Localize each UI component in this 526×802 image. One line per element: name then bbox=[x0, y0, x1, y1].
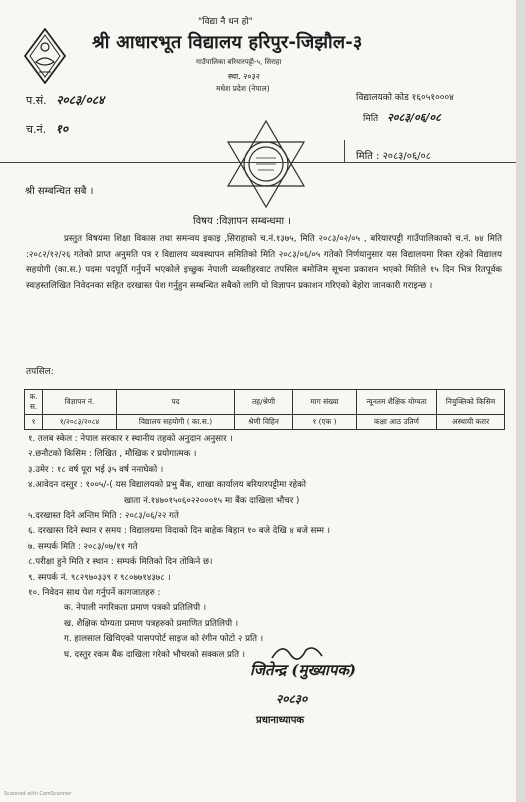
page-edge bbox=[516, 0, 526, 802]
list-item: २.छनौटको किसिम : लिखित , मौखिक र प्रयोगात्मक । bbox=[28, 449, 197, 460]
table-cell: १/२०८३/२०८४ bbox=[43, 415, 117, 430]
list-item: ७. सम्पर्क मिति : २०८३/०७/११ गते bbox=[28, 541, 138, 552]
table-cell: अस्थायी करार bbox=[437, 415, 505, 430]
list-item: ग. हालसाल खिचिएको पासपपोर्ट साइज को रंगीन फोटो २ प्रति । bbox=[64, 634, 264, 645]
table-header: तह/श्रेणी bbox=[235, 390, 293, 415]
list-item: ५.दरखास्त दिने अन्तिम मिति : २०८३/०६/२२ गते bbox=[28, 511, 179, 522]
table-cell: १ bbox=[25, 415, 43, 430]
dispatch-number bbox=[26, 120, 68, 137]
principal-title: प्रधानाध्यापक bbox=[256, 715, 305, 726]
conditions-list bbox=[28, 432, 330, 663]
top-date bbox=[363, 110, 441, 125]
nepal-emblem-icon bbox=[24, 28, 66, 84]
table-header: माग संख्या bbox=[293, 390, 357, 415]
subject-line: विषय :विज्ञापन सम्बन्धमा । bbox=[193, 216, 292, 227]
table-header: न्यूनतम शैक्षिक योग्यता bbox=[357, 390, 437, 415]
top-date-value: २०८३/०६/०८ bbox=[387, 111, 441, 124]
table-row bbox=[25, 415, 505, 430]
school-address: गाउँपालिका बरियारपट्टी-५, सिराहा bbox=[196, 58, 282, 66]
motto: "विद्या नै धन हो" bbox=[198, 17, 253, 27]
school-name: श्री आधारभूत विद्यालय हरिपुर-जिझौल-३ bbox=[92, 32, 363, 53]
table-cell: कक्षा आठ उतिर्ण bbox=[357, 415, 437, 430]
table-cell: श्रेणी विहिन bbox=[235, 415, 293, 430]
annex-label: तपसिल: bbox=[26, 367, 54, 377]
signature-date: २०८३० bbox=[276, 692, 308, 706]
list-item: क. नेपाली नगरिकता प्रमाण पत्रको प्रतिलिपी । bbox=[64, 603, 207, 614]
list-item: १०. निवेदन साथ पेश गर्नुपर्ने कागजातहरु : bbox=[28, 588, 161, 599]
list-item: ६. दरखास्त दिने स्थान र समय : विद्यालयमा विदाको दिन बाहेक बिहान १० बजे देखि ४ बजे सम्म । bbox=[28, 526, 331, 537]
table-header: क. स. bbox=[25, 390, 43, 415]
list-item: ९. स्मपर्क नं. ९८२९७०३३९ र ९८०७७१४३७८ । bbox=[28, 572, 171, 583]
camscanner-watermark: Scanned with CamScanner bbox=[4, 791, 72, 797]
signature-name: जितेन्द्र (मुख्यापक) bbox=[250, 661, 356, 679]
top-date-label: मिति bbox=[363, 114, 379, 124]
table-header-row bbox=[25, 390, 505, 415]
date-box-left-border bbox=[344, 140, 345, 162]
list-item: खाता नं.१४७०१५०६०२२०००१५ मा बैंक दाखिला भौचर ) bbox=[124, 495, 300, 506]
letter-date: मिति : २०८३/०६/०८ bbox=[356, 151, 431, 162]
ps-value: २०८३/०८४ bbox=[56, 93, 105, 107]
list-item: ४.आवेदन दस्तुर : १००५/-( यस विद्यालयको प्रभु बैंक, शाखा कार्यालय बरियारपट्टीमा रहेको bbox=[28, 480, 306, 491]
school-code: विद्यालयको कोड १६०५१०००४ bbox=[356, 93, 454, 103]
list-item: ८.परीक्षा हुने मिति र स्थान : सम्पर्क मितिको दिन तोकिने छ। bbox=[28, 557, 213, 568]
school-seal-icon bbox=[220, 118, 312, 210]
table-cell: १ (एक ) bbox=[293, 415, 357, 430]
list-item: ३.उमेर : १८ वर्ष पूरा भई ३५ वर्ष ननाघेको । bbox=[28, 464, 164, 475]
vacancy-table bbox=[24, 389, 505, 430]
list-item: १. तलब स्केल : नेपाल सरकार र स्थानीय तहको अनुदान अनुसार । bbox=[28, 434, 233, 444]
list-item: घ. दस्तुर रकम बैंक दाखिला गरेको भौचरको सक्कल प्रति । bbox=[64, 649, 246, 660]
table-header: विज्ञापन नं. bbox=[43, 390, 117, 415]
established-year: स्था. २०३२ bbox=[228, 72, 260, 81]
notice-paragraph: प्रस्तुत विषयमा शिक्षा विकास तथा समन्वय इकाइ ,सिराहाको च.नं.१३७५, मिति २०८३/०२/०५ , बरियारपट्टी गाउँपालिकाको च.नं. ७४ मिति :२०८२/१२/२६ गतेको प्राप्त अनुमति पत्र र विद्यालय व्यवस्थापन समितिको मिति २०८३/०६/०५ गतेको निर्णयानुसार यस विद्यालयमा रिक्त रहेको विद्यालय सहयोगी (का.स.) पदमा पदपूर्ति गर्नुपर्ने भएकोले इच्छुक नेपाली व्यक्तीहरवाट तपसिल बमोजिम सूचना प्रकाशन भएको मितिले १५ दिन भित्र रितपूर्वक स्वःहस्तलिखित निवेदनका सहित दरखास्त पेश गर्नुहुन सम्बन्धित सबैको लागि यो विज्ञापन प्रकाशन गरिएको बेहोरा जानकारी गराइन्छ । bbox=[26, 234, 502, 291]
cn-value: १० bbox=[55, 122, 69, 136]
recipient: श्री सम्बन्धित सबै । bbox=[25, 186, 94, 197]
list-item: ख. शैक्षिक योग्यता प्रमाण पत्रहरुको प्रमाणित प्रतिलिपी । bbox=[64, 618, 239, 629]
cn-label: च.नं. bbox=[26, 123, 47, 136]
reference-number bbox=[26, 91, 104, 108]
ps-label: प.सं. bbox=[26, 94, 47, 107]
table-header: नियुक्तिको किसिम bbox=[437, 390, 505, 415]
province-text: मधेश प्रदेश (नेपाल) bbox=[216, 84, 270, 93]
table-header: पद bbox=[117, 390, 235, 415]
table-cell: विद्यालय सहयोगी ( का.स.) bbox=[117, 415, 235, 430]
header-divider bbox=[0, 162, 516, 163]
